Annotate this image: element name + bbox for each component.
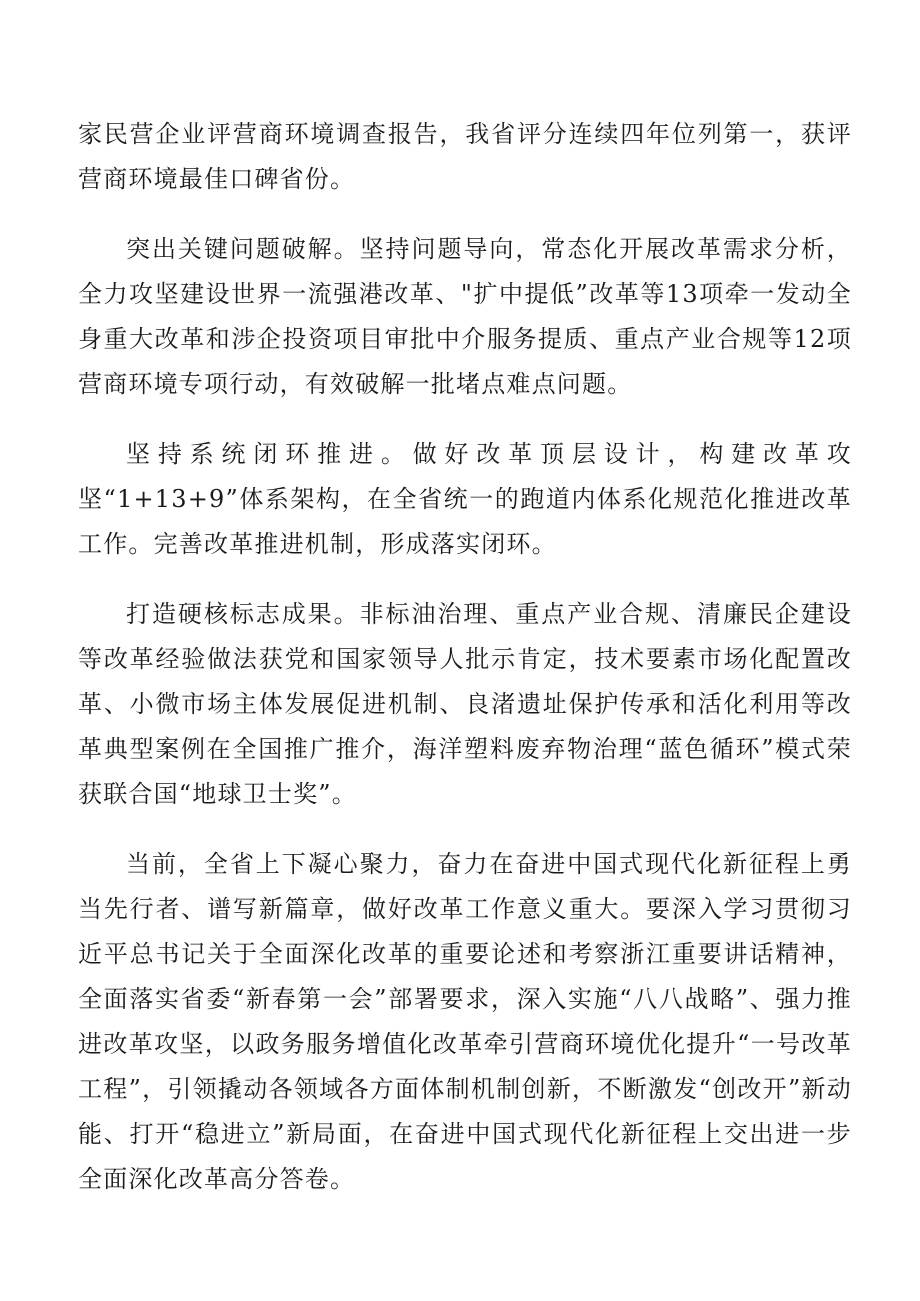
paragraph-system-loop: 坚持系统闭环推进。做好改革顶层设计，构建改革攻坚“1+13+9”体系架构，在全省统一的跑道内体系化规范化推进改革工作。完善改革推进机制，形成落实闭环。 [78, 440, 852, 558]
paragraph-continuation: 家民营企业评营商环境调查报告，我省评分连续四年位列第一，获评营商环境最佳口碑省份。 [78, 120, 852, 193]
paragraph-key-problems: 突出关键问题破解。坚持问题导向，常态化开展改革需求分析，全力攻坚建设世界一流强港改革、"扩中提低”改革等13项牵一发动全身重大改革和涉企投资项目审批中介服务提质、重点产业合规等12项营商环境专项行动，有效破解一批堵点难点问题。 [78, 235, 852, 398]
paragraph-hardcore-results: 打造硬核标志成果。非标油治理、重点产业合规、清廉民企建设等改革经验做法获党和国家领导人批示肯定，技术要素市场化配置改革、小微市场主体发展促进机制、良渚遗址保护传承和活化利用等改革典型案例在全国推广推介，海洋塑料废弃物治理“蓝色循环”模式荣获联合国“地球卫士奖”。 [78, 600, 852, 808]
paragraph-current-tasks: 当前，全省上下凝心聚力，奋力在奋进中国式现代化新征程上勇当先行者、谱写新篇章，做好改革工作意义重大。要深入学习贯彻习近平总书记关于全面深化改革的重要论述和考察浙江重要讲话精神，全面落实省委“新春第一会”部署要求，深入实施“八八战略”、强力推进改革攻坚，以政务服务增值化改革牵引营商环境优化提升“一号改革工程”，引领撬动各领域各方面体制机制创新，不断激发“创改开”新动能、打开“稳进立”新局面，在奋进中国式现代化新征程上交出进一步全面深化改革高分答卷。 [78, 850, 852, 1193]
document-body [78, 112, 852, 1227]
